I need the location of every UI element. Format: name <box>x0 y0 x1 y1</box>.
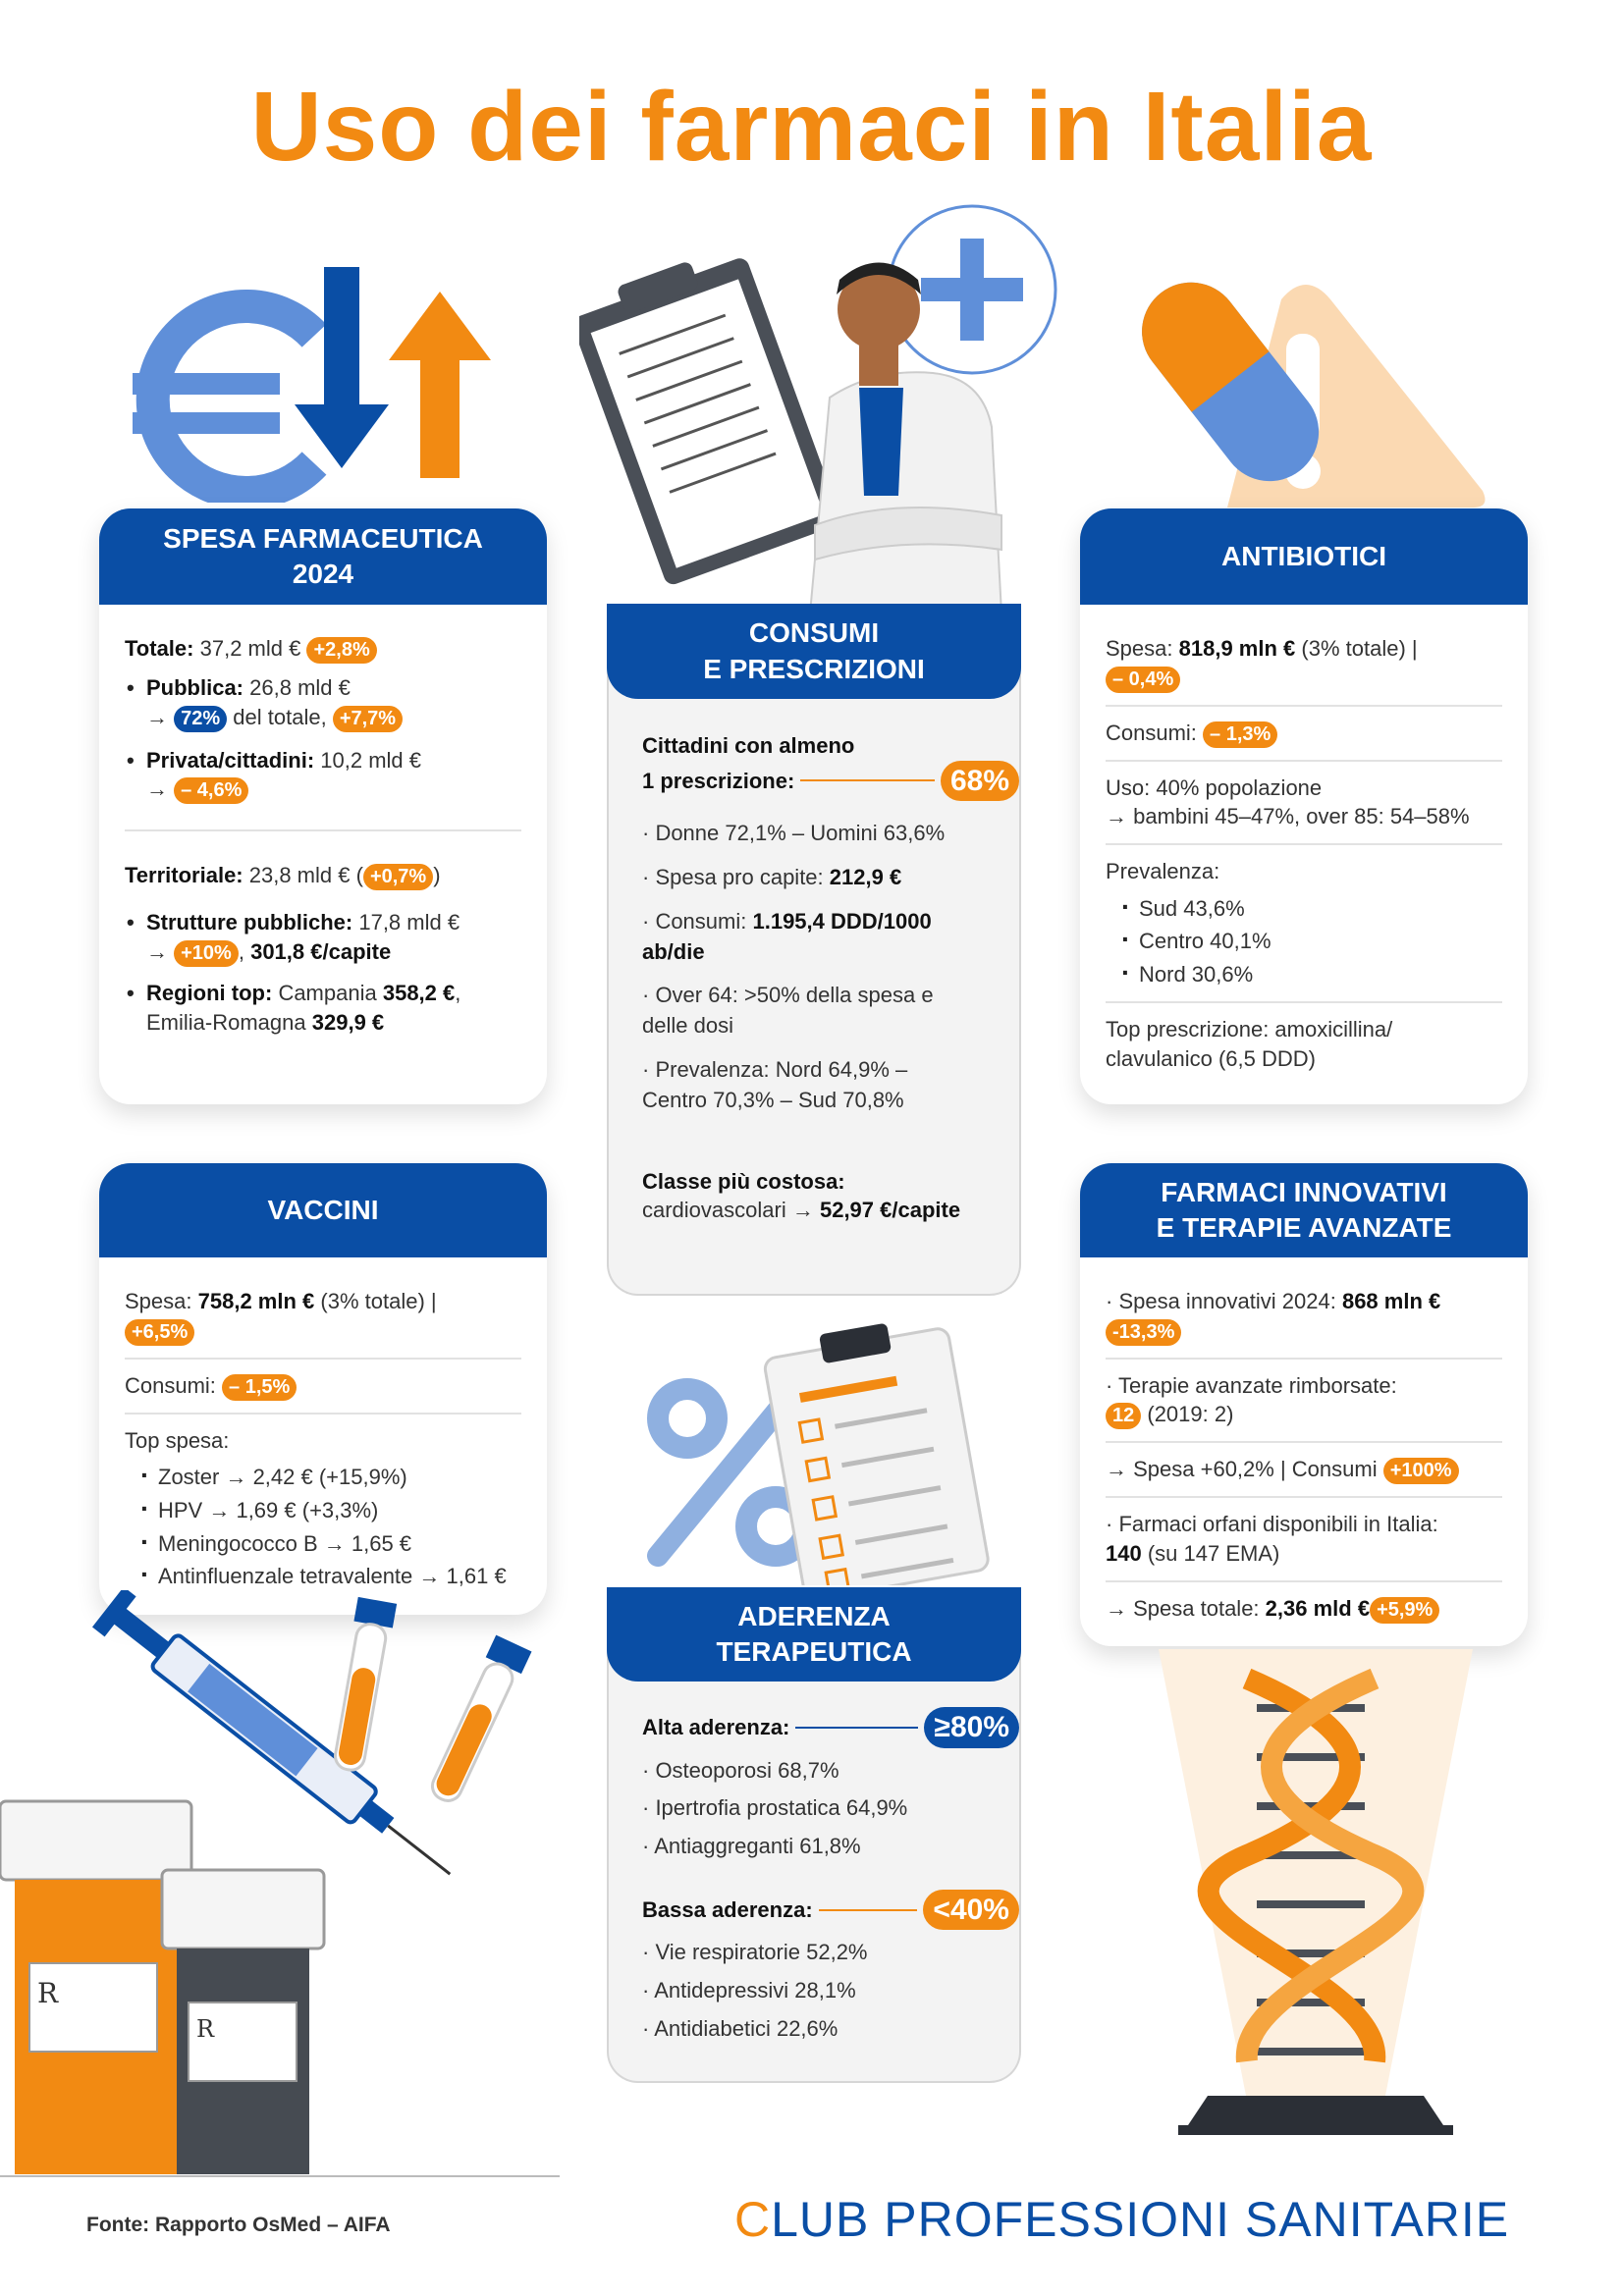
syringe-bottles-icon <box>0 1590 569 2199</box>
vaccini-header: VACCINI <box>99 1163 547 1257</box>
doctor-clipboard-icon <box>579 201 1060 614</box>
list-item: · Nord 30,6% <box>1139 960 1502 989</box>
list-item: · Sud 43,6% <box>1139 894 1502 924</box>
innovativi-terapie: · Terapie avanzate rimborsate: 12 (2019: 2) <box>1106 1371 1502 1430</box>
spesa-regioni: • Regioni top: Campania 358,2 €, Emilia-Romagna 329,9 € <box>146 979 521 1037</box>
euro-arrows-icon <box>128 267 501 503</box>
list-item: · Ipertrofia prostatica 64,9% <box>642 1795 908 1821</box>
aderenza-header: ADERENZA TERAPEUTICA <box>607 1587 1021 1682</box>
spesa-header: SPESA FARMACEUTICA 2024 <box>99 508 547 605</box>
innovativi-card <box>1080 1163 1528 1646</box>
list-item: · Antidepressivi 28,1% <box>642 1978 856 2003</box>
list-item: · Antidiabetici 22,6% <box>642 2015 839 2041</box>
vaccini-top-list <box>125 1463 521 1591</box>
percent-checklist-icon <box>638 1320 1011 1585</box>
antibiotici-consumi: Consumi: – 1,3% <box>1106 719 1502 748</box>
svg-text:R: R <box>196 2015 215 2043</box>
spesa-totale: Totale: 37,2 mld € +2,8% <box>125 634 521 664</box>
vaccini-spesa: Spesa: 758,2 mln € (3% totale) | +6,5% <box>125 1287 521 1346</box>
spesa-privata: • Privata/cittadini: 10,2 mld € → – 4,6% <box>146 746 521 805</box>
svg-text:R: R <box>37 1977 59 2009</box>
spesa-strutture: • Strutture pubbliche: 17,8 mld € → +10% , 301,8 €/capite <box>146 908 521 967</box>
list-item: · Vie respiratorie 52,2% <box>642 1940 868 1965</box>
list-item: · Antiaggreganti 61,8% <box>642 1834 861 1859</box>
innovativi-spesa: · Spesa innovativi 2024: 868 mln € -13,3% <box>1106 1287 1502 1346</box>
aderenza-alta: Alta aderenza: ≥80% <box>642 1707 1019 1748</box>
consumi-header: CONSUMI E PRESCRIZIONI <box>607 604 1021 699</box>
aderenza-card <box>607 1587 1021 2083</box>
consumi-classe: cardiovascolari → 52,97 €/capite <box>642 1198 961 1223</box>
spesa-card <box>99 508 547 1104</box>
vaccini-consumi: Consumi: – 1,5% <box>125 1371 521 1401</box>
list-item: · Osteoporosi 68,7% <box>642 1757 839 1783</box>
pill-warning-icon <box>1119 250 1492 510</box>
consumi-card: CONSUMI E PRESCRIZIONI Cittadini con almeno 1 prescrizione: 68% · Donne 72,1% – Uomini 63,6% · Spesa pro capite: 212,9 € · Consumi: 1.195,4 DDD/1000 ab/die · Over 64: >50% della spesa e delle dosi · Prevalenza: Nord 64,9% – Centro 70,3% – Sud 70,8% Classe più costosa: cardiovascolari → 52,97 €/capite <box>607 604 1021 1296</box>
page-title: Uso dei farmaci in Italia <box>250 72 1373 182</box>
spesa-territoriale: Territoriale: 23,8 mld € ( +0,7% ) <box>125 861 521 890</box>
footer-source: Fonte: Rapporto OsMed – AIFA <box>86 2214 391 2236</box>
antibiotici-prevalenza-list <box>1106 894 1502 989</box>
antibiotici-top: Top prescrizione: amoxicillina/ clavulanico (6,5 DDD) <box>1106 1016 1393 1071</box>
innovativi-consumi: → Spesa +60,2% | Consumi +100% <box>1106 1455 1502 1484</box>
antibiotici-card: ANTIBIOTICI Spesa: 818,9 mln € (3% totale) | – 0,4% Consumi: – 1,3% Uso: 40% popolazione → bambini 45–47%, over 85: 54–58% Prevalenza: · Sud 43,6% · Centro 40,1% · Nord 30,6% Top prescrizione: amoxicillina/ clavulanico (6,5 DDD) <box>1080 508 1528 1104</box>
dna-helix-icon <box>1129 1649 1502 2155</box>
antibiotici-header: ANTIBIOTICI <box>1080 508 1528 605</box>
innovativi-header: FARMACI INNOVATIVI E TERAPIE AVANZATE <box>1080 1163 1528 1257</box>
spesa-pubblica: • Pubblica: 26,8 mld € → 72% del totale, +7,7% <box>146 673 521 732</box>
innovativi-totale: → Spesa totale: 2,36 mld € +5,9% <box>1106 1594 1502 1624</box>
consumi-cittadini: 1 prescrizione: 68% <box>642 761 1019 802</box>
list-item: · Zoster → 2,42 € (+15,9%) <box>158 1463 521 1492</box>
aderenza-bassa: Bassa aderenza: <40% <box>642 1890 1019 1931</box>
innovativi-orfani: · Farmaci orfani disponibili in Italia: 140 (su 147 EMA) <box>1106 1512 1438 1567</box>
antibiotici-spesa: Spesa: 818,9 mln € (3% totale) | – 0,4% <box>1106 634 1502 693</box>
brand-logo: CLUB PROFESSIONI SANITARIE <box>734 2192 1510 2247</box>
list-item: · Antinfluenzale tetravalente → 1,61 € <box>158 1562 521 1591</box>
list-item: · HPV → 1,69 € (+3,3%) <box>158 1496 521 1525</box>
list-item: · Centro 40,1% <box>1139 927 1502 956</box>
totale-tag: +2,8% <box>306 637 376 664</box>
vaccini-card: VACCINI Spesa: 758,2 mln € (3% totale) | +6,5% Consumi: – 1,5% Top spesa: · Zoster → 2,42 € (+15,9%) · HPV → 1,69 € (+3,3%) · Meningococco B → 1,65 € · Antinfluenzale tetravalente → 1,61 € <box>99 1163 547 1615</box>
list-item: · Meningococco B → 1,65 € <box>158 1529 521 1559</box>
